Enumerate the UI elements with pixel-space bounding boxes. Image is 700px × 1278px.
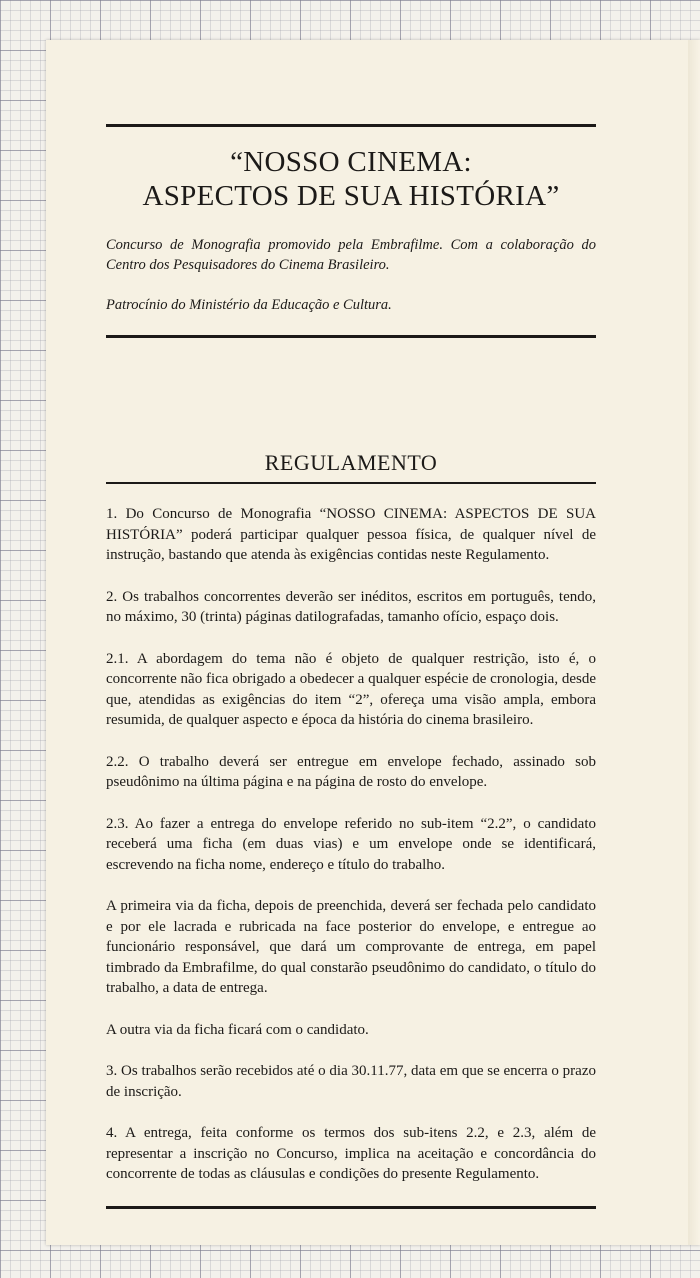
- regulamento-rule: [106, 482, 596, 484]
- document-sheet: [46, 40, 700, 1245]
- paragraph-3: 3. Os trabalhos serão recebidos até o dia 30.11.77, data em que se encerra o prazo de inscrição.: [106, 1063, 596, 1100]
- paragraph-outra-via: A outra via da ficha ficará com o candidato.: [106, 1021, 369, 1038]
- top-rule: [106, 124, 596, 127]
- document-title: [106, 145, 596, 213]
- paragraph-1: 1. Do Concurso de Monografia “NOSSO CINEMA: ASPECTOS DE SUA HISTÓRIA” poderá participar qualquer pessoa física, de qualquer nível de instrução, bastando que atenda às exigências contidas neste Regulamento.: [106, 506, 596, 563]
- regulamento-body: [106, 504, 596, 1185]
- paragraph-4: 4. A entrega, feita conforme os termos dos sub-itens 2.2, e 2.3, além de representar a inscrição no Concurso, implica na aceitação e concordância do concorrente de todas as cláusulas e condições do presente Regulamento.: [106, 1125, 596, 1182]
- title-line-2: ASPECTOS DE SUA HISTÓRIA”: [142, 180, 560, 212]
- header-bottom-rule: [106, 335, 596, 338]
- regulamento-heading: REGULAMENTO: [264, 450, 438, 475]
- bottom-rule: [106, 1206, 596, 1209]
- paragraph-2: 2. Os trabalhos concorrentes deverão ser inéditos, escritos em português, tendo, no máximo, 30 (trinta) páginas datilografadas, tamanho ofício, espaço dois.: [106, 588, 596, 625]
- title-line-1: “NOSSO CINEMA:: [230, 146, 472, 178]
- paragraph-2-1: 2.1. A abordagem do tema não é objeto de qualquer restrição, isto é, o concorrente não fica obrigado a obedecer a qualquer espécie de cronologia, desde que, atendidas as exigências do item “2”, ofereça uma visão ampla, embora resumida, de qualquer aspecto e época da história do cinema brasileiro.: [106, 650, 596, 728]
- paragraph-primeira-via: A primeira via da ficha, depois de preenchida, deverá ser fechada pelo candidato e por ele lacrada e rubricada na face posterior do envelope, e entregue ao funcionário responsável, que dará um comprovante de entrega, em papel timbrado da Embrafilme, do qual constarão pseudônimo do candidato, o título do trabalho, a data de entrega.: [106, 898, 596, 996]
- paragraph-2-2: 2.2. O trabalho deverá ser entregue em envelope fechado, assinado sob pseudônimo na última página e na página de rosto do envelope.: [106, 753, 596, 790]
- document-content: [106, 124, 596, 1209]
- sponsorship-text: Patrocínio do Ministério da Educação e Cultura.: [106, 297, 392, 313]
- intro-text: Concurso de Monografia promovido pela Embrafilme. Com a colaboração do Centro dos Pesquisadores do Cinema Brasileiro.: [106, 237, 596, 273]
- paper-fold: [688, 40, 700, 1245]
- paragraph-2-3: 2.3. Ao fazer a entrega do envelope referido no sub-item “2.2”, o candidato receberá uma ficha (em duas vias) e um envelope onde se identificará, escrevendo na ficha nome, endereço e título do trabalho.: [106, 815, 596, 873]
